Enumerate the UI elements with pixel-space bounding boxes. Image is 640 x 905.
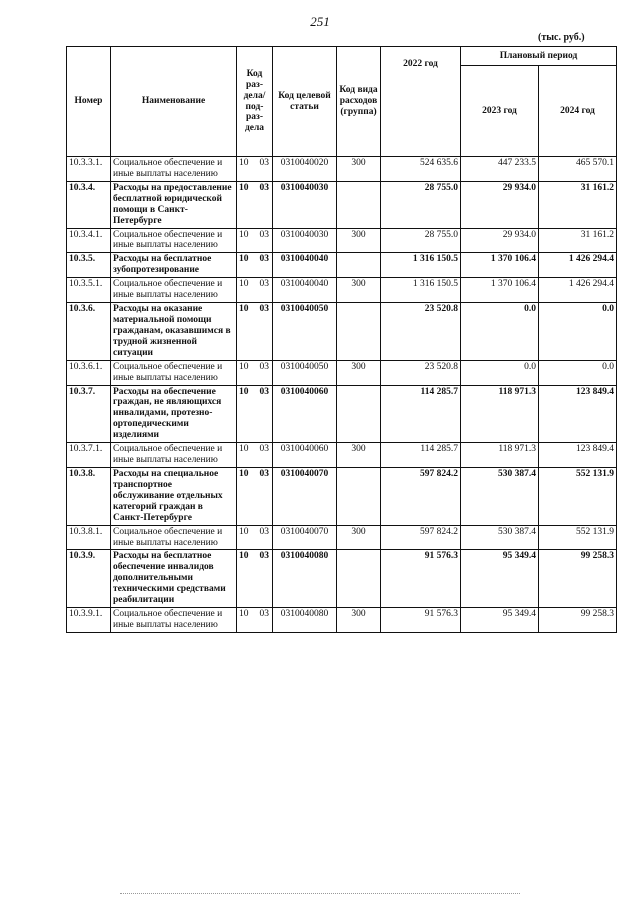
row-subsection: 03 bbox=[259, 444, 269, 455]
row-value-2024: 552 131.9 bbox=[539, 467, 617, 525]
row-value-2024: 0.0 bbox=[539, 303, 617, 361]
row-number: 10.3.3.1. bbox=[67, 157, 111, 182]
row-value-2022: 524 635.6 bbox=[381, 157, 461, 182]
row-number: 10.3.7.1. bbox=[67, 443, 111, 468]
row-value-2023: 0.0 bbox=[461, 303, 539, 361]
row-expense-type: 300 bbox=[337, 608, 381, 633]
row-number: 10.3.4.1. bbox=[67, 228, 111, 253]
row-expense-type bbox=[337, 303, 381, 361]
row-name: Социальное обеспечение и иные выплаты населению bbox=[111, 443, 237, 468]
row-name: Расходы на предоставление бесплатной юридической помощи в Санкт-Петербурге bbox=[111, 181, 237, 228]
row-target-code: 0310040080 bbox=[273, 550, 337, 608]
row-subsection: 03 bbox=[259, 229, 269, 240]
header-2024: 2024 год bbox=[539, 66, 617, 157]
row-number: 10.3.6. bbox=[67, 303, 111, 361]
row-section: 10 bbox=[239, 158, 249, 168]
row-value-2024: 31 161.2 bbox=[539, 181, 617, 228]
row-value-2024: 31 161.2 bbox=[539, 228, 617, 253]
row-value-2023: 95 349.4 bbox=[461, 608, 539, 633]
row-section-code bbox=[237, 303, 273, 361]
row-expense-type: 300 bbox=[337, 157, 381, 182]
header-name: Наименование bbox=[111, 47, 237, 157]
row-section: 10 bbox=[239, 279, 249, 290]
row-value-2022: 91 576.3 bbox=[381, 608, 461, 633]
row-section-code bbox=[237, 550, 273, 608]
row-name: Социальное обеспечение и иные выплаты населению bbox=[111, 157, 237, 182]
row-name: Расходы на бесплатное зубопротезирование bbox=[111, 253, 237, 278]
row-expense-type: 300 bbox=[337, 525, 381, 550]
row-value-2024: 1 426 294.4 bbox=[539, 253, 617, 278]
row-section: 10 bbox=[239, 229, 249, 240]
row-value-2022: 28 755.0 bbox=[381, 228, 461, 253]
row-name: Расходы на оказание материальной помощи гражданам, оказавшимся в трудной жизненной ситуации bbox=[111, 303, 237, 361]
row-name: Социальное обеспечение и иные выплаты населению bbox=[111, 608, 237, 633]
row-name: Расходы на обеспечение граждан, не являющихся инвалидами, протезно-ортопедическими изделиями bbox=[111, 385, 237, 443]
row-target-code: 0310040030 bbox=[273, 181, 337, 228]
header-target-code: Код целевой статьи bbox=[273, 47, 337, 157]
row-expense-type bbox=[337, 253, 381, 278]
row-number: 10.3.5. bbox=[67, 253, 111, 278]
row-name: Социальное обеспечение и иные выплаты населению bbox=[111, 525, 237, 550]
row-name: Расходы на специальное транспортное обслуживание отдельных категорий граждан в Санкт-Петербурге bbox=[111, 467, 237, 525]
row-subsection: 03 bbox=[259, 279, 269, 290]
row-target-code: 0310040040 bbox=[273, 253, 337, 278]
row-value-2023: 118 971.3 bbox=[461, 385, 539, 443]
row-target-code: 0310040050 bbox=[273, 303, 337, 361]
row-expense-type: 300 bbox=[337, 278, 381, 303]
row-section: 10 bbox=[239, 551, 249, 562]
footer-divider bbox=[120, 893, 520, 894]
row-value-2024: 0.0 bbox=[539, 360, 617, 385]
row-name: Социальное обеспечение и иные выплаты населению bbox=[111, 228, 237, 253]
row-section-code bbox=[237, 228, 273, 253]
row-expense-type: 300 bbox=[337, 443, 381, 468]
row-target-code: 0310040070 bbox=[273, 467, 337, 525]
row-name: Социальное обеспечение и иные выплаты населению bbox=[111, 360, 237, 385]
row-subsection: 03 bbox=[259, 386, 269, 397]
table-row bbox=[67, 278, 617, 303]
row-value-2022: 23 520.8 bbox=[381, 360, 461, 385]
row-number: 10.3.8.1. bbox=[67, 525, 111, 550]
row-value-2023: 95 349.4 bbox=[461, 550, 539, 608]
table-body bbox=[67, 157, 617, 633]
row-section: 10 bbox=[239, 254, 249, 265]
table-row bbox=[67, 525, 617, 550]
row-section-code bbox=[237, 443, 273, 468]
row-value-2024: 1 426 294.4 bbox=[539, 278, 617, 303]
row-number: 10.3.9. bbox=[67, 550, 111, 608]
row-value-2022: 597 824.2 bbox=[381, 525, 461, 550]
row-target-code: 0310040020 bbox=[273, 157, 337, 182]
row-section: 10 bbox=[239, 386, 249, 397]
row-target-code: 0310040030 bbox=[273, 228, 337, 253]
row-target-code: 0310040040 bbox=[273, 278, 337, 303]
row-section-code bbox=[237, 608, 273, 633]
budget-table bbox=[66, 46, 617, 633]
row-subsection: 03 bbox=[259, 526, 269, 537]
row-subsection: 03 bbox=[259, 182, 269, 193]
row-value-2023: 29 934.0 bbox=[461, 181, 539, 228]
row-section-code bbox=[237, 157, 273, 182]
row-name: Социальное обеспечение и иные выплаты населению bbox=[111, 278, 237, 303]
row-expense-type bbox=[337, 385, 381, 443]
row-section-code bbox=[237, 525, 273, 550]
table-row bbox=[67, 360, 617, 385]
row-section: 10 bbox=[239, 609, 249, 620]
row-number: 10.3.7. bbox=[67, 385, 111, 443]
row-section: 10 bbox=[239, 444, 249, 455]
row-section: 10 bbox=[239, 468, 249, 479]
row-subsection: 03 bbox=[259, 304, 269, 315]
table-row bbox=[67, 443, 617, 468]
table-row bbox=[67, 303, 617, 361]
row-section: 10 bbox=[239, 304, 249, 315]
table-row bbox=[67, 253, 617, 278]
table-row bbox=[67, 550, 617, 608]
row-section-code bbox=[237, 278, 273, 303]
row-subsection: 03 bbox=[259, 254, 269, 265]
table-row bbox=[67, 157, 617, 182]
units-label: (тыс. руб.) bbox=[538, 32, 585, 43]
row-expense-type bbox=[337, 467, 381, 525]
row-expense-type bbox=[337, 550, 381, 608]
row-value-2022: 1 316 150.5 bbox=[381, 253, 461, 278]
row-value-2023: 447 233.5 bbox=[461, 157, 539, 182]
header-2022: 2022 год bbox=[381, 47, 461, 157]
row-value-2023: 118 971.3 bbox=[461, 443, 539, 468]
row-value-2024: 99 258.3 bbox=[539, 550, 617, 608]
row-subsection: 03 bbox=[259, 468, 269, 479]
row-section: 10 bbox=[239, 361, 249, 372]
row-number: 10.3.8. bbox=[67, 467, 111, 525]
row-value-2023: 530 387.4 bbox=[461, 467, 539, 525]
table-row bbox=[67, 608, 617, 633]
row-value-2022: 114 285.7 bbox=[381, 385, 461, 443]
row-value-2024: 99 258.3 bbox=[539, 608, 617, 633]
page-number: 251 bbox=[310, 14, 330, 29]
row-value-2024: 123 849.4 bbox=[539, 385, 617, 443]
row-subsection: 03 bbox=[259, 551, 269, 562]
row-subsection: 03 bbox=[259, 158, 269, 168]
row-section-code bbox=[237, 385, 273, 443]
table-header bbox=[67, 47, 617, 157]
row-expense-type: 300 bbox=[337, 360, 381, 385]
table-row bbox=[67, 467, 617, 525]
row-target-code: 0310040050 bbox=[273, 360, 337, 385]
row-subsection: 03 bbox=[259, 609, 269, 620]
row-value-2024: 465 570.1 bbox=[539, 157, 617, 182]
row-value-2022: 28 755.0 bbox=[381, 181, 461, 228]
row-number: 10.3.6.1. bbox=[67, 360, 111, 385]
row-number: 10.3.5.1. bbox=[67, 278, 111, 303]
row-value-2022: 91 576.3 bbox=[381, 550, 461, 608]
row-subsection: 03 bbox=[259, 361, 269, 372]
header-expense-type: Код вида расходов (группа) bbox=[337, 47, 381, 157]
row-value-2023: 29 934.0 bbox=[461, 228, 539, 253]
row-value-2022: 23 520.8 bbox=[381, 303, 461, 361]
row-value-2023: 1 370 106.4 bbox=[461, 253, 539, 278]
row-value-2023: 0.0 bbox=[461, 360, 539, 385]
row-value-2022: 1 316 150.5 bbox=[381, 278, 461, 303]
row-value-2024: 552 131.9 bbox=[539, 525, 617, 550]
row-expense-type: 300 bbox=[337, 228, 381, 253]
header-2023: 2023 год bbox=[461, 66, 539, 157]
table-row bbox=[67, 385, 617, 443]
row-section: 10 bbox=[239, 526, 249, 537]
header-planned-period: Плановый период bbox=[461, 47, 617, 66]
header-number: Номер bbox=[67, 47, 111, 157]
row-section-code bbox=[237, 360, 273, 385]
row-value-2023: 530 387.4 bbox=[461, 525, 539, 550]
row-value-2023: 1 370 106.4 bbox=[461, 278, 539, 303]
table-row bbox=[67, 181, 617, 228]
row-value-2022: 597 824.2 bbox=[381, 467, 461, 525]
row-target-code: 0310040060 bbox=[273, 385, 337, 443]
row-expense-type bbox=[337, 181, 381, 228]
row-section-code bbox=[237, 253, 273, 278]
row-section-code bbox=[237, 181, 273, 228]
row-target-code: 0310040080 bbox=[273, 608, 337, 633]
row-number: 10.3.9.1. bbox=[67, 608, 111, 633]
row-name: Расходы на бесплатное обеспечение инвалидов дополнительными техническими средствами реабилитации bbox=[111, 550, 237, 608]
row-value-2022: 114 285.7 bbox=[381, 443, 461, 468]
row-number: 10.3.4. bbox=[67, 181, 111, 228]
table-row bbox=[67, 228, 617, 253]
header-section-code: Код раз-дела/под-раз-дела bbox=[237, 47, 273, 157]
row-target-code: 0310040070 bbox=[273, 525, 337, 550]
row-target-code: 0310040060 bbox=[273, 443, 337, 468]
row-section-code bbox=[237, 467, 273, 525]
row-value-2024: 123 849.4 bbox=[539, 443, 617, 468]
row-section: 10 bbox=[239, 182, 249, 193]
